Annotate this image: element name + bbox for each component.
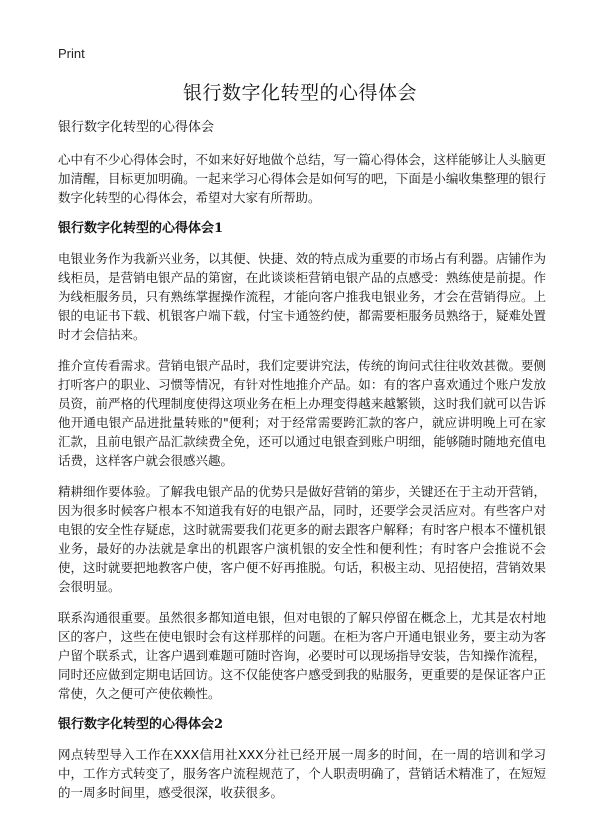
article-subtitle: 银行数字化转型的心得体会: [58, 120, 215, 135]
article-body: [58, 118, 546, 814]
section-1-paragraph-2: 推介宣传看需求。营销电银产品时，我们定要讲究法，传统的询问式往往收效甚微。要侧打听客户的职业、习惯等情况，有针对性地推介产品。如：有的客户喜欢通过个账户发放员资，前严格的代理制度使得这项业务在柜上办理变得越来越繁锁，这时我们就可以告诉他开通电银产品进批量转账的"便利；对于经常需要跨汇款的客户，就应讲明晚上可在家汇款，且前电银产品汇款续费全免，还可以通过电银查到账户明细，能够随时随地充值电话费，这样客户就会很感兴趣。: [58, 358, 546, 468]
intro-paragraph: 心中有不少心得体会时，不如来好好地做个总结，写一篇心得体会，这样能够让人头脑更加清醒，目标更加明确。一起来学习心得体会是如何写的吧，下面是小编收集整理的银行数字化转型的心得体会，希望对大家有所帮助。: [58, 152, 546, 205]
section-1-paragraph-1: 电银业务作为我新兴业务，以其便、快捷、效的特点成为重要的市场占有利器。店铺作为线柜员，是营销电银产品的第窗，在此谈谈柜营销电银产品的点感受：熟练使是前提。作为线柜服务员，只有熟练掌握操作流程，才能向客户推我电银业务，才会在营销得应。上银的电证书下载、机银客户端下载，付宝卡通签约使，都需要柜服务员熟络于，疑难处置时才会信拈来。: [58, 251, 546, 342]
print-link[interactable]: Print: [58, 46, 85, 61]
section-1-paragraph-4: 联系沟通很重要。虽然很多都知道电银，但对电银的了解只停留在概念上，尤其是农村地区的客户，这些在使电银时会有这样那样的问题。在柜为客户开通电银业务，要主动为客户留个联系式，让客户遇到难题可随时咨询，必要时可以现场指导安装，告知操作流程，同时还应做到定期电话回访。这不仅能使客户感受到我的贴服务，更重要的是保证客户正常使，久之便可产使依赖性。: [58, 610, 546, 701]
section-heading-1: 银行数字化转型的心得体会1: [58, 221, 224, 236]
section-1-paragraph-3: 精耕细作要体验。了解我电银产品的优势只是做好营销的第步，关键还在于主动开营销，因为很多时候客户根本不知道我有好的电银产品，同时，还要学会灵活应对。有些客户对电银的安全性存疑虑，这时就需要我们花更多的耐去跟客户解释；有时客户根本不懂机银业务，最好的办法就是拿出的机跟客户演机银的安全性和便利性；有时客户会推说不会使，这时就要把地教客户使，客户便不好再推脱。句话，积极主动、见招使招，营销效果会很明显。: [58, 484, 546, 594]
section-2-paragraph-1: 网点转型导入工作在XXX信用社XXX分社已经开展一周多的时间，在一周的培训和学习中，工作方式转变了，服务客户流程规范了，个人职责明确了，营销话术精准了，在短短的一周多时间里，感受很深，收获很多。: [58, 747, 546, 800]
section-heading-2: 银行数字化转型的心得体会2: [58, 717, 224, 732]
page-title: 银行数字化转型的心得体会: [182, 82, 417, 104]
